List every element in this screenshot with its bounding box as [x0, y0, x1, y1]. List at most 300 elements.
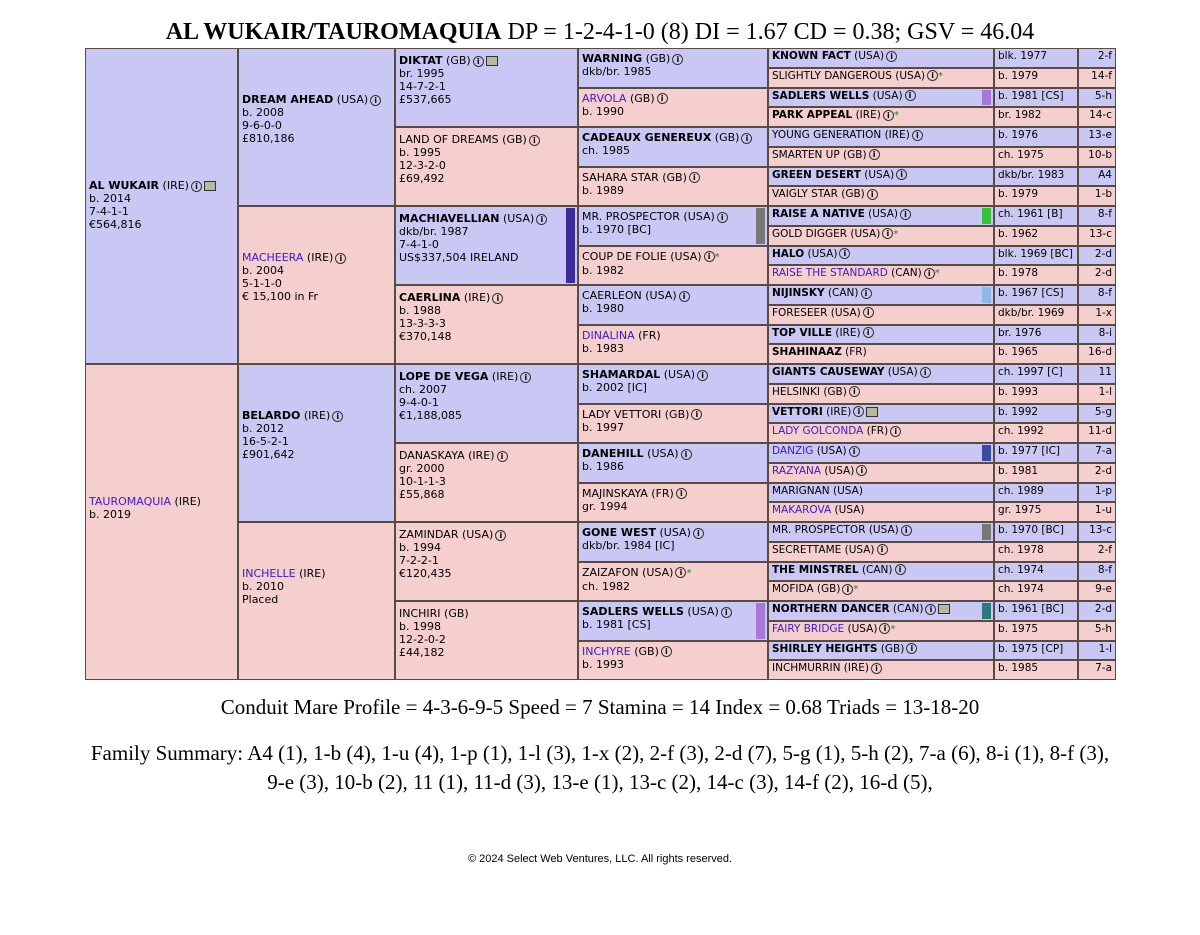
g5-info-cell: ch. 1975	[994, 147, 1078, 167]
info-icon[interactable]: i	[741, 133, 752, 144]
info-icon[interactable]: i	[689, 172, 700, 183]
horse-country: (IRE)	[881, 129, 910, 141]
horse-detail-line: b. 2008	[242, 106, 284, 119]
g5-info-cell: ch. 1978	[994, 542, 1078, 562]
g5-horse-cell	[768, 601, 994, 621]
horse-name-line	[582, 210, 764, 223]
horse-name-link[interactable]: RAISE THE STANDARD	[772, 267, 888, 280]
horse-name-line	[582, 487, 764, 500]
horse-country: (USA)	[847, 227, 881, 240]
horse-detail-line: £537,665	[399, 93, 452, 106]
horse-country: (USA)	[841, 543, 875, 556]
horse-detail-line: dkb/br. 1987	[399, 225, 469, 238]
horse-name-link[interactable]: NORTHERN DANCER	[772, 603, 890, 615]
g5-horse-cell	[768, 265, 994, 285]
horse-name-link[interactable]: SAHARA STAR	[582, 170, 659, 184]
info-icon[interactable]: i	[912, 130, 923, 141]
info-icon[interactable]: i	[856, 465, 867, 476]
g5-info-cell: br. 1982	[994, 107, 1078, 127]
horse-name-line	[582, 250, 764, 264]
horse-country: (USA)	[850, 50, 885, 62]
g4-horse-cell	[578, 364, 768, 404]
horse-country: (USA)	[831, 504, 865, 517]
g5-info-cell: b. 1981	[994, 463, 1078, 483]
horse-name-link[interactable]: LADY VETTORI	[582, 407, 662, 421]
g4-horse-cell	[578, 88, 768, 128]
info-icon[interactable]: i	[879, 623, 890, 634]
video-icon[interactable]	[938, 604, 950, 614]
horse-detail-line: £55,868	[399, 488, 445, 501]
info-icon[interactable]: i	[661, 646, 672, 657]
horse-detail-line: 9-6-0-0	[242, 119, 282, 132]
horse-name-link[interactable]: FAIRY BRIDGE	[772, 622, 845, 635]
g5-horse-cell	[768, 167, 994, 187]
g4-horse-cell	[578, 246, 768, 286]
info-icon[interactable]: i	[849, 446, 860, 457]
horse-country: (CAN)	[824, 287, 859, 299]
horse-name-link[interactable]: THE MINSTREL	[772, 563, 859, 576]
g5-horse-cell	[768, 48, 994, 68]
info-icon[interactable]: i	[906, 643, 917, 654]
info-icon[interactable]: i	[842, 584, 853, 595]
horse-name-link[interactable]: RAISE A NATIVE	[772, 208, 865, 220]
g5-family-cell: 1-p	[1078, 483, 1116, 503]
horse-detail-line: €370,148	[399, 330, 452, 343]
info-icon[interactable]: i	[520, 372, 531, 383]
g5-family-cell: 1-l	[1078, 384, 1116, 404]
info-icon[interactable]: i	[672, 54, 683, 65]
horse-name-link[interactable]: MR. PROSPECTOR	[772, 524, 866, 536]
g5-horse-cell	[768, 562, 994, 582]
horse-name-link[interactable]: AL WUKAIR	[89, 179, 160, 192]
info-icon[interactable]: i	[679, 291, 690, 302]
horse-country: (USA)	[869, 89, 903, 102]
info-icon[interactable]: i	[529, 135, 540, 146]
horse-name-link[interactable]: MAKAROVA	[772, 504, 832, 517]
g5-info-cell: b. 1962	[994, 226, 1078, 246]
horse-detail-line: b. 1997	[582, 420, 624, 434]
horse-name-line	[242, 567, 391, 580]
horse-detail-line: 12-2-0-2	[399, 633, 446, 646]
g5-horse-cell	[768, 443, 994, 463]
horse-country: (GB)	[442, 54, 471, 67]
info-icon[interactable]: i	[853, 406, 864, 417]
horse-name-line	[89, 179, 234, 192]
horse-country: (GB)	[630, 644, 659, 658]
horse-name-link[interactable]: LADY GOLCONDA	[772, 425, 864, 438]
info-icon[interactable]: i	[861, 288, 872, 299]
horse-detail-line: b. 1982	[582, 263, 624, 277]
horse-name-link[interactable]: SADLERS WELLS	[772, 89, 870, 102]
star-icon: *	[853, 584, 859, 596]
video-icon[interactable]	[866, 407, 878, 417]
g5-horse-cell	[768, 660, 994, 680]
info-icon[interactable]: i	[863, 307, 874, 318]
g5-info-cell: ch. 1997 [C]	[994, 364, 1078, 384]
horse-country: (GB)	[642, 52, 671, 65]
horse-detail-line: £810,186	[242, 132, 295, 145]
horse-country: (USA)	[666, 249, 702, 263]
horse-detail-line: b. 1994	[399, 541, 441, 554]
horse-name-line	[582, 92, 764, 105]
horse-name-link[interactable]: GOLD DIGGER	[772, 227, 848, 240]
horse-name-line	[399, 607, 574, 620]
horse-detail-line: £901,642	[242, 448, 295, 461]
g5-horse-cell	[768, 305, 994, 325]
g5-family-cell: 2-d	[1078, 463, 1116, 483]
horse-name-line	[582, 526, 764, 539]
star-icon: *	[893, 110, 899, 122]
horse-name-link[interactable]: ARVOLA	[582, 91, 627, 105]
horse-country: (USA)	[499, 212, 535, 225]
horse-detail-line: dkb/br. 1984 [IC]	[582, 539, 675, 552]
horse-name-link[interactable]: GONE WEST	[582, 526, 657, 539]
g4-horse-cell	[578, 285, 768, 325]
horse-name-link[interactable]: VAIGLY STAR	[772, 188, 838, 201]
horse-name-link[interactable]: DANZIG	[772, 445, 814, 457]
horse-country: (GB)	[819, 385, 847, 398]
horse-name-link[interactable]: KNOWN FACT	[772, 50, 851, 62]
info-icon[interactable]: i	[871, 663, 882, 674]
horse-country: (CAN)	[889, 603, 924, 615]
info-icon[interactable]: i	[492, 293, 503, 304]
horse-name-link[interactable]: SADLERS WELLS	[582, 605, 684, 618]
g5-family-cell: 13-c	[1078, 226, 1116, 246]
horse-country: (GB)	[711, 131, 740, 144]
g5-family-cell: 8-f	[1078, 206, 1116, 226]
g5-horse-cell	[768, 483, 994, 503]
horse-name-link[interactable]: SHAMARDAL	[582, 368, 661, 381]
g5-family-cell: 13-e	[1078, 127, 1116, 147]
dosage-bar	[982, 524, 991, 540]
g5-info-cell: b. 1965	[994, 344, 1078, 364]
page-title-stats: DP = 1-2-4-1-0 (8) DI = 1.67 CD = 0.38; GSV = 46.04	[501, 19, 1035, 45]
g5-family-cell: 14-c	[1078, 107, 1116, 127]
info-icon[interactable]: i	[675, 567, 686, 578]
horse-name-link[interactable]: MARIGNAN	[772, 484, 830, 497]
g5-horse-cell	[768, 641, 994, 661]
horse-detail-line: gr. 1994	[582, 499, 628, 513]
g2-horse-cell	[238, 48, 395, 206]
horse-detail-line: 12-3-2-0	[399, 159, 446, 172]
g4-horse-cell	[578, 404, 768, 444]
video-icon[interactable]	[204, 181, 216, 191]
horse-country: (USA)	[827, 306, 861, 319]
info-icon[interactable]: i	[370, 95, 381, 106]
g5-info-cell: b. 1975	[994, 621, 1078, 641]
star-icon: *	[714, 251, 720, 263]
horse-name-link[interactable]: WARNING	[582, 52, 643, 65]
video-icon[interactable]	[486, 56, 498, 66]
horse-name-link[interactable]: ZAMINDAR	[399, 528, 459, 541]
info-icon[interactable]: i	[697, 370, 708, 381]
g5-info-cell: dkb/br. 1983	[994, 167, 1078, 187]
info-icon[interactable]: i	[676, 488, 687, 499]
horse-name-link[interactable]: HELSINKI	[772, 385, 820, 398]
horse-name-link[interactable]: YOUNG GENERATION	[772, 129, 882, 141]
g3-horse-cell	[395, 206, 578, 285]
horse-country: (IRE)	[171, 495, 201, 508]
horse-detail-line: b. 1998	[399, 620, 441, 633]
dosage-bar	[756, 208, 765, 244]
g3-horse-cell	[395, 601, 578, 680]
horse-name-line	[399, 370, 574, 383]
horse-name-link[interactable]: SHAHINAAZ	[772, 346, 842, 359]
g5-horse-cell	[768, 127, 994, 147]
horse-country: (IRE)	[832, 326, 861, 339]
g4-horse-cell	[578, 522, 768, 562]
info-icon[interactable]: i	[886, 51, 897, 62]
g5-info-cell: b. 1977 [IC]	[994, 443, 1078, 463]
horse-detail-line: b. 1986	[582, 460, 624, 473]
g5-family-cell: 11-d	[1078, 423, 1116, 443]
g5-info-cell: ch. 1961 [B]	[994, 206, 1078, 226]
horse-country: (USA)	[641, 289, 677, 302]
info-icon[interactable]: i	[839, 248, 850, 259]
info-icon[interactable]: i	[927, 70, 938, 81]
horse-name-link[interactable]: TOP VILLE	[772, 326, 833, 339]
horse-detail-line: Placed	[242, 593, 279, 606]
horse-name-line	[399, 449, 574, 462]
info-icon[interactable]: i	[332, 411, 343, 422]
g5-horse-cell	[768, 88, 994, 108]
horse-name-link[interactable]: LOPE DE VEGA	[399, 370, 489, 383]
info-icon[interactable]: i	[890, 426, 901, 437]
info-icon[interactable]: i	[877, 544, 888, 555]
g5-info-cell: dkb/br. 1969	[994, 305, 1078, 325]
horse-detail-line: b. 1981 [CS]	[582, 618, 651, 631]
horse-country: (USA)	[891, 69, 926, 82]
horse-detail-line: 9-4-0-1	[399, 396, 439, 409]
horse-detail-line: ch. 1982	[582, 579, 631, 593]
horse-detail-line: £44,182	[399, 646, 445, 659]
g5-horse-cell	[768, 285, 994, 305]
horse-country: (FR)	[863, 425, 889, 438]
info-icon[interactable]: i	[924, 268, 935, 279]
g5-info-cell: ch. 1992	[994, 423, 1078, 443]
horse-name-line	[582, 289, 764, 302]
horse-detail-line: b. 1989	[582, 183, 624, 197]
info-icon[interactable]: i	[920, 367, 931, 378]
g5-horse-cell	[768, 463, 994, 483]
g3-horse-cell	[395, 285, 578, 364]
info-icon[interactable]: i	[704, 251, 715, 262]
g5-horse-cell	[768, 364, 994, 384]
horse-name-link[interactable]: RAZYANA	[772, 464, 822, 477]
horse-name-link[interactable]: BELARDO	[242, 409, 301, 422]
horse-name-link[interactable]: DIKTAT	[399, 54, 443, 67]
g3-horse-cell	[395, 48, 578, 127]
g5-horse-cell	[768, 423, 994, 443]
info-icon[interactable]: i	[863, 327, 874, 338]
horse-name-link[interactable]: MACHIAVELLIAN	[399, 212, 500, 225]
horse-name-link[interactable]: TAUROMAQUIA	[89, 495, 172, 508]
horse-name-link[interactable]: PARK APPEAL	[772, 109, 853, 122]
info-icon[interactable]: i	[497, 451, 508, 462]
horse-detail-line: b. 2004	[242, 264, 284, 277]
info-icon[interactable]: i	[717, 212, 728, 223]
horse-name-line	[582, 52, 764, 65]
star-icon: *	[890, 623, 896, 635]
horse-name-link[interactable]: SHIRLEY HEIGHTS	[772, 642, 878, 655]
horse-name-line	[242, 93, 391, 106]
g5-info-cell: b. 1978	[994, 265, 1078, 285]
info-icon[interactable]: i	[191, 181, 202, 192]
star-icon: *	[893, 228, 899, 240]
horse-name-link[interactable]: MR. PROSPECTOR	[582, 210, 680, 223]
horse-name-link[interactable]: INCHMURRIN	[772, 662, 841, 675]
horse-name-link[interactable]: DANEHILL	[582, 447, 644, 460]
horse-name-line	[399, 291, 574, 304]
g3-horse-cell	[395, 127, 578, 206]
info-icon[interactable]: i	[905, 90, 916, 101]
info-icon[interactable]: i	[849, 386, 860, 397]
g5-family-cell: 8-f	[1078, 562, 1116, 582]
g4-horse-cell	[578, 443, 768, 483]
g5-horse-cell	[768, 68, 994, 88]
horse-name-link[interactable]: CADEAUX GENEREUX	[582, 131, 712, 144]
horse-country: (USA)	[864, 208, 899, 220]
g5-horse-cell	[768, 147, 994, 167]
info-icon[interactable]: i	[901, 525, 912, 536]
horse-name-link[interactable]: SECRETTAME	[772, 543, 842, 556]
g5-family-cell: 14-f	[1078, 68, 1116, 88]
horse-country: (GB)	[839, 148, 867, 161]
horse-country: (FR)	[647, 486, 674, 500]
horse-country: (IRE)	[300, 409, 331, 422]
info-icon[interactable]: i	[896, 169, 907, 180]
horse-country: (USA)	[660, 368, 696, 381]
horse-detail-line: b. 1970 [BC]	[582, 223, 652, 236]
horse-country: (IRE)	[295, 567, 326, 580]
horse-country: (GB)	[658, 170, 687, 184]
g5-horse-cell	[768, 107, 994, 127]
dosage-bar	[982, 445, 991, 461]
g5-family-cell: 2-d	[1078, 601, 1116, 621]
g5-family-cell: 16-d	[1078, 344, 1116, 364]
g5-family-cell: 9-e	[1078, 581, 1116, 601]
horse-name-link[interactable]: DREAM AHEAD	[242, 93, 334, 106]
dosage-bar	[982, 90, 991, 106]
horse-name-line	[242, 409, 391, 422]
horse-detail-line: br. 1995	[399, 67, 445, 80]
horse-country: (IRE)	[303, 251, 334, 264]
g5-family-cell: 1-x	[1078, 305, 1116, 325]
horse-country: (USA)	[884, 366, 918, 378]
horse-country: (IRE)	[464, 449, 495, 462]
g5-info-cell: ch. 1974	[994, 581, 1078, 601]
info-icon[interactable]: i	[882, 228, 893, 239]
horse-name-link[interactable]: INCHYRE	[582, 644, 631, 658]
info-icon[interactable]: i	[693, 528, 704, 539]
info-icon[interactable]: i	[691, 409, 702, 420]
horse-country: (GB)	[440, 607, 469, 620]
horse-detail-line: 5-1-1-0	[242, 277, 282, 290]
horse-country: (USA)	[333, 93, 369, 106]
horse-country: (IRE)	[852, 109, 881, 122]
info-icon[interactable]: i	[335, 253, 346, 264]
g5-info-cell: ch. 1974	[994, 562, 1078, 582]
horse-name-link[interactable]: GIANTS CAUSEWAY	[772, 366, 885, 378]
horse-name-link[interactable]: VETTORI	[772, 405, 823, 418]
info-icon[interactable]: i	[925, 604, 936, 615]
info-icon[interactable]: i	[721, 607, 732, 618]
horse-name-link[interactable]: DANASKAYA	[399, 449, 465, 462]
horse-name-line	[399, 528, 574, 541]
horse-country: (USA)	[656, 526, 691, 539]
g5-family-cell: 1-u	[1078, 502, 1116, 522]
info-icon[interactable]: i	[681, 449, 692, 460]
g5-family-cell: 2-f	[1078, 542, 1116, 562]
horse-name-line	[89, 495, 234, 508]
horse-name-link[interactable]: SMARTEN UP	[772, 148, 840, 161]
info-icon[interactable]: i	[895, 564, 906, 575]
horse-name-link[interactable]: GREEN DESERT	[772, 168, 861, 181]
g2-horse-cell	[238, 364, 395, 522]
horse-name-link[interactable]: SLIGHTLY DANGEROUS	[772, 69, 892, 82]
horse-name-link[interactable]: INCHIRI	[399, 607, 441, 620]
info-icon[interactable]: i	[900, 209, 911, 220]
info-icon[interactable]: i	[536, 214, 547, 225]
horse-name-link[interactable]: MACHEERA	[242, 251, 304, 264]
horse-detail-line: b. 2002 [IC]	[582, 381, 647, 394]
info-icon[interactable]: i	[869, 149, 880, 160]
info-icon[interactable]: i	[867, 189, 878, 200]
horse-name-link[interactable]: INCHELLE	[242, 567, 296, 580]
dosage-bar	[566, 208, 575, 283]
horse-detail-line: ch. 1985	[582, 144, 631, 157]
star-icon: *	[938, 70, 944, 82]
info-icon[interactable]: i	[473, 56, 484, 67]
horse-country: (USA)	[829, 484, 863, 497]
dosage-bar	[982, 603, 991, 619]
horse-name-link[interactable]: MOFIDA	[772, 583, 814, 596]
horse-country: (USA)	[643, 447, 679, 460]
horse-name-line	[582, 368, 764, 381]
horse-name-line	[242, 251, 391, 264]
g5-family-cell: A4	[1078, 167, 1116, 187]
horse-country: (USA)	[860, 168, 895, 181]
horse-name-link[interactable]: DINALINA	[582, 328, 635, 342]
horse-name-link[interactable]: NIJINSKY	[772, 287, 825, 299]
horse-detail-line: €564,816	[89, 218, 142, 231]
horse-country: (USA)	[804, 247, 838, 260]
horse-country: (GB)	[661, 407, 690, 421]
horse-detail-line: b. 1990	[582, 104, 624, 118]
g5-family-cell: 1-b	[1078, 186, 1116, 206]
g3-horse-cell	[395, 522, 578, 601]
info-icon[interactable]: i	[883, 110, 894, 121]
g5-info-cell: b. 1979	[994, 186, 1078, 206]
horse-name-link[interactable]: CAERLINA	[399, 291, 461, 304]
horse-name-link[interactable]: COUP DE FOLIE	[582, 249, 667, 263]
horse-country: (GB)	[498, 133, 527, 146]
horse-name-link[interactable]: CAERLEON	[582, 289, 642, 302]
info-icon[interactable]: i	[657, 93, 668, 104]
horse-name-link[interactable]: LAND OF DREAMS	[399, 133, 499, 146]
g1-horse-cell	[85, 48, 238, 364]
dosage-bar	[982, 287, 991, 303]
horse-name-link[interactable]: ZAIZAFON	[582, 565, 639, 579]
horse-name-link[interactable]: FORESEER	[772, 306, 828, 319]
horse-detail-line: 7-4-1-0	[399, 238, 439, 251]
horse-detail-line: dkb/br. 1985	[582, 65, 652, 78]
g2-horse-cell	[238, 522, 395, 680]
horse-name-link[interactable]: MAJINSKAYA	[582, 486, 648, 500]
info-icon[interactable]: i	[495, 530, 506, 541]
g5-family-cell: 8-f	[1078, 285, 1116, 305]
horse-name-link[interactable]: HALO	[772, 247, 805, 260]
